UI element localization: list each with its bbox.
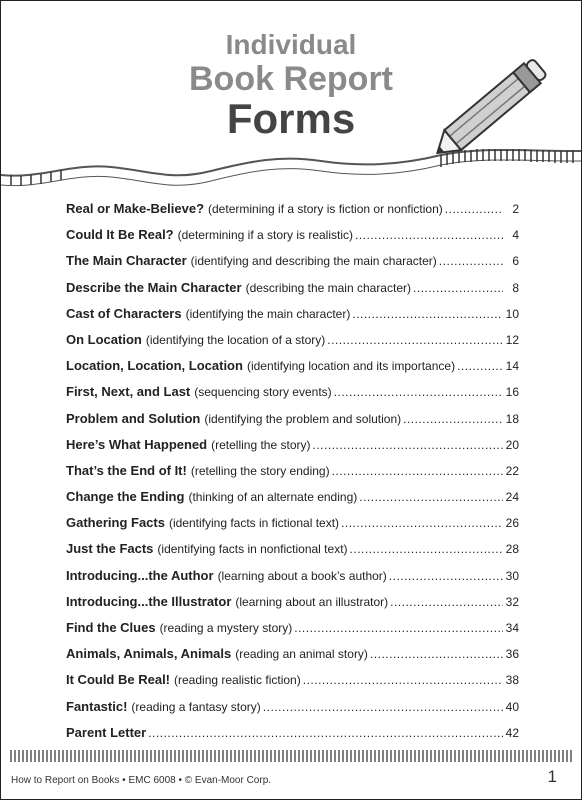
toc-entry-title: On Location xyxy=(66,331,142,347)
toc-entry-title: That’s the End of It! xyxy=(66,462,187,478)
toc-entry-description: (identifying and describing the main character) xyxy=(190,254,437,269)
toc-leader-dots xyxy=(294,621,503,635)
toc-row xyxy=(66,332,519,358)
toc-entry-description: (retelling the story) xyxy=(211,437,311,452)
toc-entry-title: Introducing...the Illustrator xyxy=(66,593,232,609)
toc-page-number: 24 xyxy=(505,490,519,505)
toc-row xyxy=(66,358,519,384)
toc-entry-title: First, Next, and Last xyxy=(66,384,191,400)
toc-row xyxy=(66,541,519,567)
toc-row xyxy=(66,725,519,751)
toc-row xyxy=(66,437,519,463)
toc-leader-dots xyxy=(148,726,503,740)
toc-row xyxy=(66,672,519,698)
wavy-ruler-decoration xyxy=(1,141,581,191)
toc-row xyxy=(66,201,519,227)
toc-page-number: 30 xyxy=(505,568,519,583)
toc-row xyxy=(66,646,519,672)
toc-entry-title: Fantastic! xyxy=(66,698,128,714)
toc-row xyxy=(66,463,519,489)
toc-entry-title: Find the Clues xyxy=(66,620,156,635)
toc-entry-description: (reading a mystery story) xyxy=(159,621,293,635)
bottom-ruler-decoration xyxy=(9,749,575,763)
toc-row xyxy=(66,489,519,515)
toc-entry-title: Change the Ending xyxy=(66,489,185,505)
toc-leader-dots xyxy=(341,516,503,530)
toc-entry-description: (determining if a story is fiction or nonfiction) xyxy=(208,202,443,216)
toc-entry-description: (identifying location and its importance) xyxy=(246,359,456,374)
title-block xyxy=(141,29,441,141)
toc-entry-description: (identifying the main character) xyxy=(185,306,351,321)
toc-row xyxy=(66,306,519,332)
toc-page-number: 2 xyxy=(512,202,519,216)
toc-page-number: 4 xyxy=(512,228,519,243)
toc-entry-description: (identifying facts in fictional text) xyxy=(168,516,340,531)
toc-entry-title: Location, Location, Location xyxy=(66,358,243,374)
toc-page-number: 14 xyxy=(505,359,519,374)
toc-leader-dots xyxy=(327,333,503,347)
toc-page-number: 38 xyxy=(505,673,519,688)
title-line-3: Forms xyxy=(226,95,356,142)
toc-page-number: 26 xyxy=(505,516,519,531)
toc-page-number: 10 xyxy=(505,306,519,321)
page-number: 1 xyxy=(547,767,557,786)
footer-credit: How to Report on Books • EMC 6008 • © Evan-Moor Corp. xyxy=(11,775,272,786)
toc-entry-title: Parent Letter xyxy=(66,724,147,740)
toc-page-number: 34 xyxy=(505,621,519,635)
title-line-2: Book Report xyxy=(189,60,393,98)
toc-entry-title: Could It Be Real? xyxy=(66,227,174,243)
toc-entry-title: Problem and Solution xyxy=(66,410,201,426)
toc-page-number: 8 xyxy=(512,280,519,295)
toc-entry-description: (describing the main character) xyxy=(245,280,411,295)
toc-row xyxy=(66,280,519,306)
toc-entry-description: (reading realistic fiction) xyxy=(174,673,301,688)
toc-leader-dots xyxy=(350,542,503,556)
toc-entry-title: Real or Make-Believe? xyxy=(66,201,205,216)
toc-entry-description: (thinking of an alternate ending) xyxy=(188,490,358,505)
toc-leader-dots xyxy=(389,569,503,583)
toc-leader-dots xyxy=(303,673,503,687)
toc-entry-description: (identifying facts in nonfictional text) xyxy=(157,542,348,557)
toc-leader-dots xyxy=(413,281,503,295)
toc-leader-dots xyxy=(403,412,503,426)
toc-entry-title: Introducing...the Author xyxy=(66,567,214,583)
toc-leader-dots xyxy=(355,228,503,242)
toc-entry-description: (identifying the problem and solution) xyxy=(204,411,402,426)
toc-entry-title: Describe the Main Character xyxy=(66,279,242,295)
table-of-contents xyxy=(66,201,519,751)
toc-leader-dots xyxy=(332,464,503,478)
toc-entry-description: (determining if a story is realistic) xyxy=(177,228,354,243)
toc-row xyxy=(66,227,519,253)
toc-entry-description: (retelling the story ending) xyxy=(190,463,330,478)
toc-entry-title: Here’s What Happened xyxy=(66,436,208,452)
toc-page-number: 40 xyxy=(505,699,519,714)
toc-entry-description: (identifying the location of a story) xyxy=(145,332,326,347)
toc-row xyxy=(66,620,519,646)
toc-row xyxy=(66,568,519,594)
title-line-1: Individual xyxy=(225,29,357,60)
toc-entry-title: Cast of Characters xyxy=(66,305,182,321)
toc-row xyxy=(66,253,519,279)
toc-leader-dots xyxy=(359,490,503,504)
toc-page-number: 20 xyxy=(505,437,519,452)
toc-entry-description: (learning about a book’s author) xyxy=(217,568,387,583)
toc-page-number: 36 xyxy=(505,647,519,662)
toc-row xyxy=(66,384,519,410)
toc-page-number: 22 xyxy=(505,463,519,478)
toc-row xyxy=(66,594,519,620)
toc-entry-title: Animals, Animals, Animals xyxy=(66,646,232,662)
toc-entry-title: Gathering Facts xyxy=(66,515,165,531)
toc-leader-dots xyxy=(457,359,503,373)
toc-leader-dots xyxy=(352,307,503,321)
toc-page-number: 42 xyxy=(505,725,519,740)
toc-page-number: 6 xyxy=(512,254,519,269)
toc-entry-description: (sequencing story events) xyxy=(194,385,332,400)
toc-leader-dots xyxy=(390,595,503,609)
toc-page-number: 18 xyxy=(505,411,519,426)
toc-entry-description: (reading a fantasy story) xyxy=(131,699,261,714)
toc-leader-dots xyxy=(263,700,503,714)
toc-page-number: 28 xyxy=(505,542,519,557)
toc-entry-title: The Main Character xyxy=(66,253,187,269)
toc-leader-dots xyxy=(334,385,503,399)
toc-page-number: 16 xyxy=(505,385,519,400)
toc-entry-title: Just the Facts xyxy=(66,541,154,557)
toc-entry-description: (reading an animal story) xyxy=(235,647,368,662)
toc-row xyxy=(66,699,519,725)
toc-leader-dots xyxy=(312,438,503,452)
toc-entry-description: (learning about an illustrator) xyxy=(235,594,389,609)
toc-leader-dots xyxy=(439,254,503,268)
toc-page-number: 12 xyxy=(505,332,519,347)
toc-row xyxy=(66,515,519,541)
toc-leader-dots xyxy=(370,647,503,661)
toc-leader-dots xyxy=(445,202,503,216)
toc-entry-title: It Could Be Real! xyxy=(66,672,171,688)
toc-row xyxy=(66,411,519,437)
toc-page-number: 32 xyxy=(505,594,519,609)
